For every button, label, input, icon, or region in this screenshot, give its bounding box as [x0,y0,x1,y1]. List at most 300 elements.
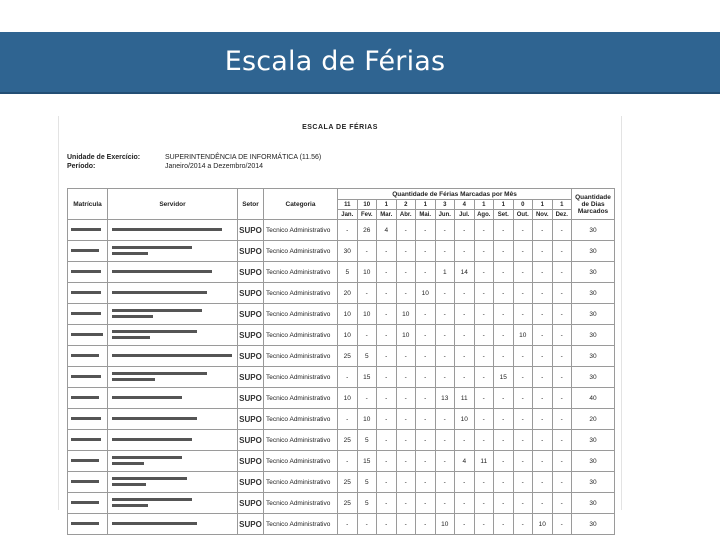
categoria-cell: Tecnico Administrativo [264,493,338,514]
matricula-cell [68,514,108,535]
month-cell: - [435,304,455,325]
month-cell: 10 [533,514,553,535]
month-cell: 25 [338,472,358,493]
month-cell: - [552,262,572,283]
redaction-bar [112,228,222,231]
month-cell: - [396,430,416,451]
month-cell: - [474,283,494,304]
month-cell: - [533,304,553,325]
header-digit: 1 [474,200,494,210]
setor-cell: SUPO [238,241,264,262]
month-cell: - [513,409,533,430]
month-cell: - [396,346,416,367]
month-cell: - [455,346,475,367]
redaction-bar [71,291,101,294]
month-cell: - [377,430,397,451]
month-cell: 10 [357,304,377,325]
month-cell: - [377,262,397,283]
month-cell: - [357,325,377,346]
month-cell: - [435,346,455,367]
redaction-bar [112,252,148,255]
month-cell: 15 [357,367,377,388]
redaction-bar [112,498,192,501]
month-cell: 25 [338,493,358,514]
header-month: Out. [513,210,533,220]
month-cell: 5 [357,472,377,493]
servidor-cell [108,451,238,472]
month-cell: 10 [338,388,358,409]
month-cell: - [474,514,494,535]
month-cell: - [474,367,494,388]
month-cell: 10 [338,304,358,325]
month-cell: - [552,451,572,472]
month-cell: 4 [377,220,397,241]
month-cell: 10 [357,409,377,430]
month-cell: 10 [357,262,377,283]
matricula-cell [68,283,108,304]
redaction-bar [112,522,197,525]
month-cell: 10 [513,325,533,346]
setor-cell: SUPO [238,262,264,283]
month-cell: - [474,241,494,262]
table-row [68,493,615,514]
month-cell: 5 [357,346,377,367]
month-cell: - [513,367,533,388]
month-cell: - [494,388,514,409]
servidor-cell [108,220,238,241]
month-cell: - [416,220,436,241]
redaction-bar [71,312,101,315]
month-cell: - [396,409,416,430]
redaction-bar [71,480,99,483]
periodo-line [67,163,263,170]
header-digit: 10 [357,200,377,210]
month-cell: - [416,388,436,409]
month-cell: 20 [338,283,358,304]
redaction-bar [112,417,197,420]
month-cell: - [435,283,455,304]
matricula-cell [68,409,108,430]
month-cell: - [455,304,475,325]
month-cell: 15 [357,451,377,472]
month-cell: - [435,472,455,493]
month-cell: - [357,241,377,262]
month-cell: - [377,451,397,472]
month-cell: 25 [338,430,358,451]
month-cell: - [533,325,553,346]
unidade-label: Unidade de Exercício: [67,154,141,161]
setor-cell: SUPO [238,430,264,451]
table-row [68,262,615,283]
month-cell: - [533,283,553,304]
categoria-cell: Tecnico Administrativo [264,262,338,283]
total-cell: 30 [572,325,615,346]
header-month: Ago. [474,210,494,220]
setor-cell: SUPO [238,388,264,409]
setor-cell: SUPO [238,367,264,388]
month-cell: - [435,220,455,241]
month-cell: - [533,241,553,262]
month-cell: - [455,367,475,388]
month-cell: - [533,262,553,283]
total-cell: 30 [572,346,615,367]
month-cell: - [435,430,455,451]
categoria-cell: Tecnico Administrativo [264,451,338,472]
redaction-bar [71,438,101,441]
redaction-bar [112,396,182,399]
month-cell: - [396,367,416,388]
month-cell: 14 [455,262,475,283]
matricula-cell [68,472,108,493]
matricula-cell [68,367,108,388]
month-cell: - [416,472,436,493]
header-digit: 1 [533,200,553,210]
month-cell: - [494,220,514,241]
month-cell: - [533,346,553,367]
redaction-bar [112,462,144,465]
month-cell: - [455,220,475,241]
month-cell: - [396,472,416,493]
table-row [68,514,615,535]
header-servidor: Servidor [108,189,238,220]
month-cell: - [552,283,572,304]
categoria-cell: Tecnico Administrativo [264,514,338,535]
month-cell: - [416,514,436,535]
total-cell: 30 [572,472,615,493]
matricula-cell [68,304,108,325]
redaction-bar [112,483,146,486]
month-cell: - [494,430,514,451]
redaction-bar [112,504,148,507]
month-cell: - [416,493,436,514]
redaction-bar [112,315,153,318]
month-cell: - [435,493,455,514]
table-body [68,220,615,535]
month-cell: - [513,283,533,304]
categoria-cell: Tecnico Administrativo [264,241,338,262]
month-cell: - [552,493,572,514]
month-cell: - [474,472,494,493]
total-cell: 30 [572,262,615,283]
matricula-cell [68,262,108,283]
month-cell: 10 [455,409,475,430]
setor-cell: SUPO [238,283,264,304]
redaction-bar [112,456,182,459]
month-cell: - [435,241,455,262]
redaction-bar [112,270,212,273]
header-digit: 1 [377,200,397,210]
month-cell: - [338,409,358,430]
table-row [68,472,615,493]
categoria-cell: Tecnico Administrativo [264,283,338,304]
header-month: Nov. [533,210,553,220]
month-cell: - [494,409,514,430]
redaction-bar [71,417,101,420]
month-cell: - [474,409,494,430]
categoria-cell: Tecnico Administrativo [264,409,338,430]
periodo-value: Janeiro/2014 a Dezembro/2014 [165,163,264,170]
month-cell: - [474,430,494,451]
total-cell: 30 [572,430,615,451]
redaction-bar [112,477,187,480]
month-cell: - [533,430,553,451]
month-cell: - [533,367,553,388]
month-cell: 30 [338,241,358,262]
month-cell: - [533,220,553,241]
month-cell: - [494,451,514,472]
redaction-bar [71,228,101,231]
redaction-bar [71,501,99,504]
month-cell: - [357,283,377,304]
month-cell: - [396,388,416,409]
month-cell: 5 [357,430,377,451]
month-cell: - [435,367,455,388]
table-row [68,346,615,367]
month-cell: - [494,241,514,262]
month-cell: 25 [338,346,358,367]
month-cell: - [533,493,553,514]
setor-cell: SUPO [238,220,264,241]
table-row [68,325,615,346]
month-cell: - [377,346,397,367]
setor-cell: SUPO [238,304,264,325]
header-month: Dez. [552,210,572,220]
servidor-cell [108,325,238,346]
month-cell: - [416,367,436,388]
month-cell: - [533,388,553,409]
categoria-cell: Tecnico Administrativo [264,472,338,493]
month-cell: 10 [396,325,416,346]
redaction-bar [71,375,101,378]
redaction-bar [112,246,192,249]
servidor-cell [108,388,238,409]
month-cell: 10 [338,325,358,346]
month-cell: - [474,388,494,409]
unidade-value: SUPERINTENDÊNCIA DE INFORMÁTICA (11.56) [165,154,322,161]
month-cell: 5 [338,262,358,283]
table-row [68,241,615,262]
total-cell: 30 [572,283,615,304]
matricula-cell [68,388,108,409]
header-digit: 3 [435,200,455,210]
month-cell: - [396,283,416,304]
month-cell: - [377,367,397,388]
header-categoria: Categoria [264,189,338,220]
month-cell: - [455,514,475,535]
setor-cell: SUPO [238,346,264,367]
matricula-cell [68,430,108,451]
redaction-bar [71,333,103,336]
month-cell: - [396,451,416,472]
month-cell: - [435,325,455,346]
month-cell: - [513,388,533,409]
redaction-bar [112,330,197,333]
month-cell: - [377,304,397,325]
month-cell: - [513,304,533,325]
month-cell: - [494,325,514,346]
categoria-cell: Tecnico Administrativo [264,346,338,367]
title-banner [0,32,720,94]
month-cell: - [513,262,533,283]
month-cell: - [396,241,416,262]
total-cell: 30 [572,493,615,514]
redaction-bar [112,378,155,381]
matricula-cell [68,220,108,241]
redaction-bar [112,309,202,312]
categoria-cell: Tecnico Administrativo [264,325,338,346]
header-digit: 1 [552,200,572,210]
matricula-cell [68,493,108,514]
header-month: Mai. [416,210,436,220]
month-cell: 15 [494,367,514,388]
header-row-1 [68,189,615,200]
month-cell: 13 [435,388,455,409]
month-cell: - [494,304,514,325]
month-cell: - [455,241,475,262]
categoria-cell: Tecnico Administrativo [264,388,338,409]
month-cell: - [513,220,533,241]
header-digit: 2 [396,200,416,210]
month-cell: - [552,388,572,409]
vacation-table [67,188,615,535]
month-cell: - [377,241,397,262]
header-month: Jun. [435,210,455,220]
month-cell: - [377,472,397,493]
month-cell: - [552,325,572,346]
month-cell: - [494,346,514,367]
month-cell: 11 [474,451,494,472]
redaction-bar [71,459,99,462]
month-cell: 10 [435,514,455,535]
header-quantidade: Quantidade de Dias Marcados [572,189,615,220]
table-row [68,451,615,472]
month-cell: - [494,472,514,493]
setor-cell: SUPO [238,325,264,346]
month-cell: - [416,346,436,367]
header-digit: 0 [513,200,533,210]
month-cell: - [533,451,553,472]
header-month: Jul. [455,210,475,220]
redaction-bar [112,354,232,357]
month-cell: - [552,220,572,241]
header-digit: 1 [494,200,514,210]
month-cell: - [552,304,572,325]
month-cell: - [474,220,494,241]
setor-cell: SUPO [238,409,264,430]
document-image [58,116,622,529]
table-row [68,283,615,304]
month-cell: - [494,283,514,304]
slide-title: Escala de Férias [224,46,446,77]
total-cell: 30 [572,514,615,535]
redaction-bar [71,522,99,525]
month-cell: - [435,451,455,472]
month-cell: - [552,409,572,430]
month-cell: - [377,514,397,535]
servidor-cell [108,262,238,283]
redaction-bar [71,270,101,273]
month-cell: - [435,409,455,430]
total-cell: 30 [572,451,615,472]
month-cell: 1 [435,262,455,283]
total-cell: 30 [572,220,615,241]
servidor-cell [108,241,238,262]
month-cell: 26 [357,220,377,241]
setor-cell: SUPO [238,451,264,472]
header-digit: 4 [455,200,475,210]
month-cell: - [533,409,553,430]
document-title: ESCALA DE FÉRIAS [302,124,378,131]
header-matricula: Matrícula [68,189,108,220]
categoria-cell: Tecnico Administrativo [264,304,338,325]
matricula-cell [68,325,108,346]
header-month: Jan. [338,210,358,220]
month-cell: - [513,346,533,367]
month-cell: - [455,430,475,451]
month-cell: - [338,367,358,388]
month-cell: - [455,325,475,346]
month-cell: - [513,430,533,451]
month-cell: - [455,283,475,304]
redaction-bar [71,249,99,252]
table-row [68,409,615,430]
month-cell: - [513,472,533,493]
month-cell: - [396,262,416,283]
servidor-cell [108,304,238,325]
month-cell: - [377,325,397,346]
month-cell: - [357,514,377,535]
month-cell: - [552,346,572,367]
month-cell: - [513,493,533,514]
month-cell: - [474,346,494,367]
redaction-bar [112,438,192,441]
categoria-cell: Tecnico Administrativo [264,220,338,241]
header-month: Mar. [377,210,397,220]
servidor-cell [108,409,238,430]
month-cell: - [455,472,475,493]
setor-cell: SUPO [238,472,264,493]
table-row [68,304,615,325]
month-cell: - [357,388,377,409]
month-cell: - [533,472,553,493]
table-row [68,388,615,409]
month-cell: - [552,367,572,388]
month-cell: 5 [357,493,377,514]
header-setor: Setor [238,189,264,220]
month-cell: - [338,451,358,472]
matricula-cell [68,451,108,472]
redaction-bar [112,291,207,294]
table-row [68,367,615,388]
header-month: Abr. [396,210,416,220]
month-cell: 10 [396,304,416,325]
month-cell: - [513,241,533,262]
month-cell: - [416,304,436,325]
month-cell: - [377,493,397,514]
matricula-cell [68,346,108,367]
matricula-cell [68,241,108,262]
month-cell: - [474,262,494,283]
month-cell: - [416,325,436,346]
month-cell: - [455,493,475,514]
servidor-cell [108,472,238,493]
month-cell: - [474,304,494,325]
header-digit: 1 [416,200,436,210]
month-cell: - [474,325,494,346]
setor-cell: SUPO [238,514,264,535]
servidor-cell [108,430,238,451]
header-months-group: Quantidade de Férias Marcadas por Mês [338,189,572,200]
